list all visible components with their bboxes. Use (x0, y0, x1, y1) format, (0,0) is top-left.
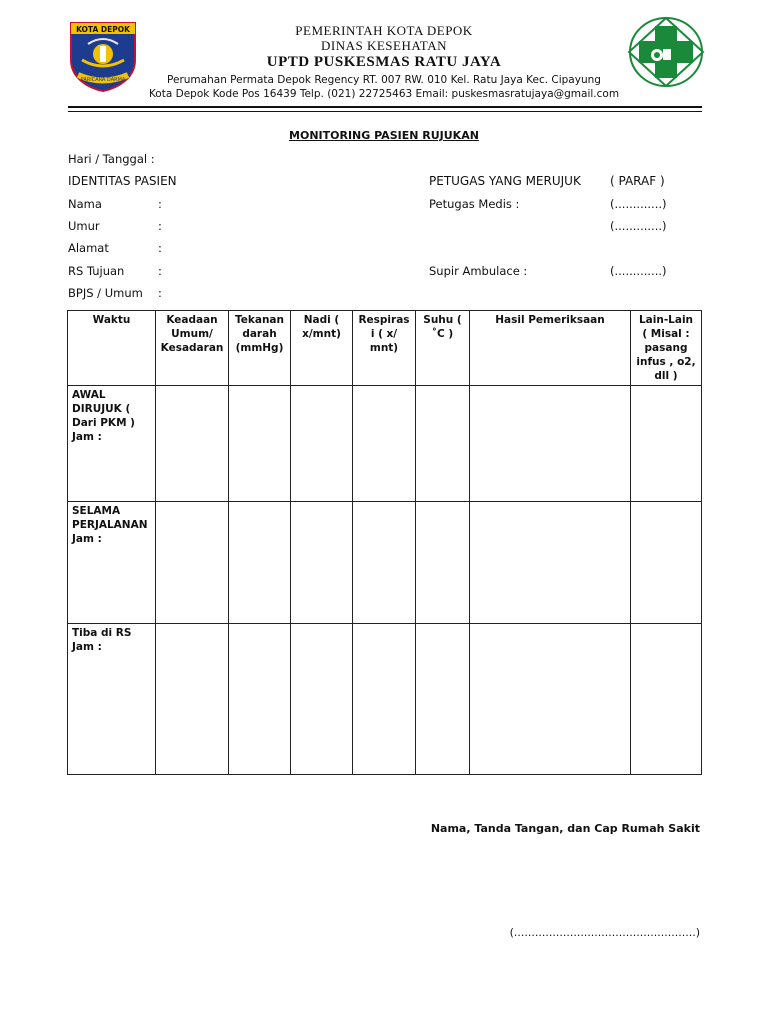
table-cell[interactable] (353, 386, 416, 502)
field-colon: : (158, 241, 162, 255)
identity-heading: IDENTITAS PASIEN (68, 174, 177, 188)
table-cell[interactable] (156, 624, 229, 775)
table-cell[interactable] (416, 502, 470, 624)
table-cell[interactable] (291, 624, 353, 775)
col-header-tekanan: Tekanan darah (mmHg) (229, 311, 291, 386)
table-cell[interactable] (229, 624, 291, 775)
signature-line: (....................................................) (509, 926, 700, 939)
referrer-sign-line: (.............) (610, 219, 667, 233)
table-cell[interactable] (416, 624, 470, 775)
col-header-lain: Lain-Lain ( Misal : pasang infus , o2, dll ) (631, 311, 702, 386)
letterhead-department: DINAS KESEHATAN (321, 38, 447, 53)
table-cell[interactable] (353, 624, 416, 775)
table-row (68, 624, 702, 775)
table-cell[interactable] (156, 386, 229, 502)
table-cell[interactable] (631, 502, 702, 624)
row-label-tiba: Tiba di RS Jam : (68, 624, 156, 775)
table-cell[interactable] (470, 386, 631, 502)
table-cell[interactable] (291, 502, 353, 624)
field-label-bpjs: BPJS / Umum (68, 286, 143, 300)
table-row (68, 502, 702, 624)
header-rule-thick (68, 106, 702, 108)
col-header-suhu: Suhu ( ˚C ) (416, 311, 470, 386)
col-header-keadaan: Keadaan Umum/ Kesadaran (156, 311, 229, 386)
letterhead-institution: UPTD PUSKESMAS RATU JAYA (266, 54, 502, 70)
header-rule-thin (68, 111, 702, 112)
field-label-rs-tujuan: RS Tujuan (68, 264, 125, 278)
table-row (68, 386, 702, 502)
table-cell[interactable] (470, 502, 631, 624)
col-header-waktu: Waktu (68, 311, 156, 386)
field-colon: : (158, 219, 162, 233)
col-header-nadi: Nadi ( x/mnt) (291, 311, 353, 386)
table-cell[interactable] (631, 624, 702, 775)
field-label-nama: Nama (68, 197, 102, 211)
table-cell[interactable] (353, 502, 416, 624)
row-label-perjalanan: SELAMA PERJALANAN Jam : (68, 502, 156, 624)
table-cell[interactable] (631, 386, 702, 502)
table-cell[interactable] (156, 502, 229, 624)
col-header-respirasi: Respiras i ( x/ mnt) (353, 311, 416, 386)
date-label: Hari / Tanggal : (68, 152, 155, 166)
table-header-row (68, 311, 702, 386)
table-cell[interactable] (229, 386, 291, 502)
referrer-label-petugas-medis: Petugas Medis : (429, 197, 520, 211)
letterhead-contact: Kota Depok Kode Pos 16439 Telp. (021) 22725463 Email: puskesmasratujaya@gmail.com (148, 88, 620, 100)
referrer-label-supir: Supir Ambulace : (429, 264, 528, 278)
svg-text:PARICARA DARMA: PARICARA DARMA (80, 77, 126, 83)
referrer-sign-line: (.............) (610, 264, 667, 278)
row-label-awal: AWAL DIRUJUK ( Dari PKM ) Jam : (68, 386, 156, 502)
letterhead-address: Perumahan Permata Depok Regency RT. 007 RW. 010 Kel. Ratu Jaya Kec. Cipayung (167, 74, 601, 86)
field-colon: : (158, 264, 162, 278)
field-colon: : (158, 197, 162, 211)
referrer-sign-line: (.............) (610, 197, 667, 211)
field-label-alamat: Alamat (68, 241, 109, 255)
monitoring-table (67, 310, 702, 775)
referrer-heading: PETUGAS YANG MERUJUK (429, 174, 581, 188)
table-cell[interactable] (229, 502, 291, 624)
col-header-hasil: Hasil Pemeriksaan (470, 311, 631, 386)
paraf-heading: ( PARAF ) (610, 174, 665, 188)
signature-label: Nama, Tanda Tangan, dan Cap Rumah Sakit (430, 822, 700, 835)
form-title: MONITORING PASIEN RUJUKAN (289, 129, 479, 142)
table-cell[interactable] (416, 386, 470, 502)
field-label-umur: Umur (68, 219, 100, 233)
svg-text:KOTA DEPOK: KOTA DEPOK (76, 25, 130, 34)
letterhead-government: PEMERINTAH KOTA DEPOK (295, 23, 473, 38)
table-cell[interactable] (470, 624, 631, 775)
field-colon: : (158, 286, 162, 300)
table-cell[interactable] (291, 386, 353, 502)
